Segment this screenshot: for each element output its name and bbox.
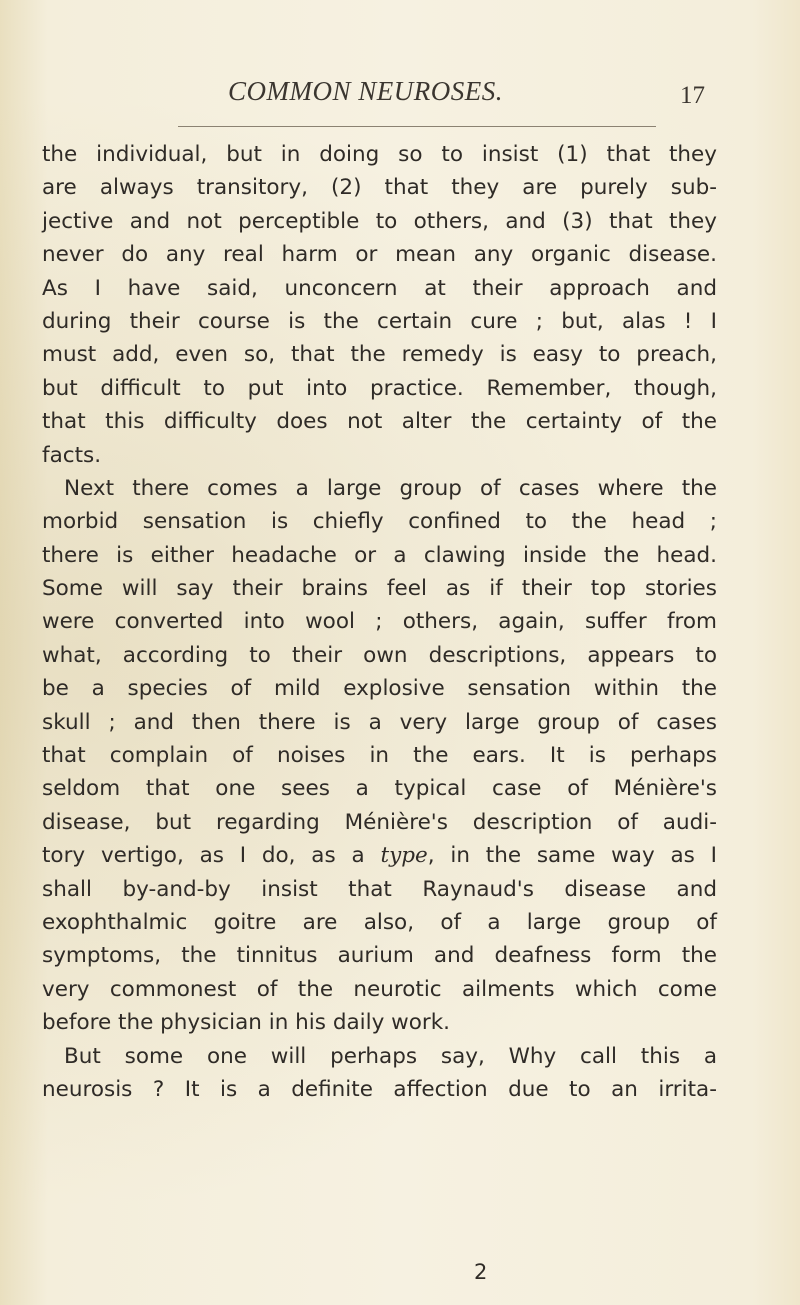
text-line: neurosis ? It is a definite affection due to an irrita-: [42, 1076, 717, 1102]
text-segment: , in the same way as I: [427, 843, 717, 869]
page-header: [0, 76, 800, 116]
text-line: that this difficulty does not alter the certainty of the: [42, 409, 717, 435]
text-line: exophthalmic goitre are also, of a large group of: [42, 909, 717, 935]
text-line: never do any real harm or mean any organic disease.: [42, 242, 717, 268]
header-rule: [178, 126, 656, 127]
text-line: were converted into wool ; others, again, suffer from: [42, 609, 717, 635]
text-line: very commonest of the neurotic ailments which come: [42, 976, 717, 1002]
text-line: disease, but regarding Ménière's description of audi-: [42, 809, 717, 835]
text-line: that complain of noises in the ears. It is perhaps: [42, 743, 717, 769]
italic-word: type: [380, 843, 428, 869]
text-line: skull ; and then there is a very large group of cases: [42, 709, 717, 735]
text-line: must add, even so, that the remedy is easy to preach,: [42, 342, 717, 368]
text-line: Next there comes a large group of cases where the: [64, 475, 717, 501]
signature-mark: 2: [474, 1260, 488, 1284]
text-line: be a species of mild explosive sensation within the: [42, 676, 717, 702]
text-line: but difficult to put into practice. Remember, though,: [42, 375, 717, 401]
running-head: COMMON NEUROSES.: [228, 76, 503, 106]
text-line: facts.: [42, 442, 102, 468]
text-line: symptoms, the tinnitus aurium and deafness form the: [42, 943, 717, 969]
text-line: shall by-and-by insist that Raynaud's disease and: [42, 876, 717, 902]
text-line: Some will say their brains feel as if their top stories: [42, 576, 717, 602]
text-line: are always transitory, (2) that they are purely sub-: [42, 175, 717, 201]
text-line: morbid sensation is chiefly confined to the head ;: [42, 509, 717, 535]
text-line: before the physician in his daily work.: [42, 1010, 451, 1036]
text-line: there is either headache or a clawing inside the head.: [42, 542, 717, 568]
text-line: during their course is the certain cure ; but, alas ! I: [42, 308, 717, 334]
text-line: jective and not perceptible to others, and (3) that they: [42, 208, 717, 234]
page-number: 17: [680, 82, 705, 109]
text-segment: tory vertigo, as I do, as a: [42, 843, 365, 869]
body-text: [42, 138, 717, 1106]
text-line: what, according to their own descriptions, appears to: [42, 642, 717, 668]
text-line: seldom that one sees a typical case of Ménière's: [42, 776, 717, 802]
text-line: the individual, but in doing so to insist (1) that they: [42, 142, 717, 167]
text-line: As I have said, unconcern at their approach and: [42, 275, 717, 301]
text-line: But some one will perhaps say, Why call this a: [64, 1043, 717, 1069]
text-line-with-italic: [42, 839, 717, 872]
